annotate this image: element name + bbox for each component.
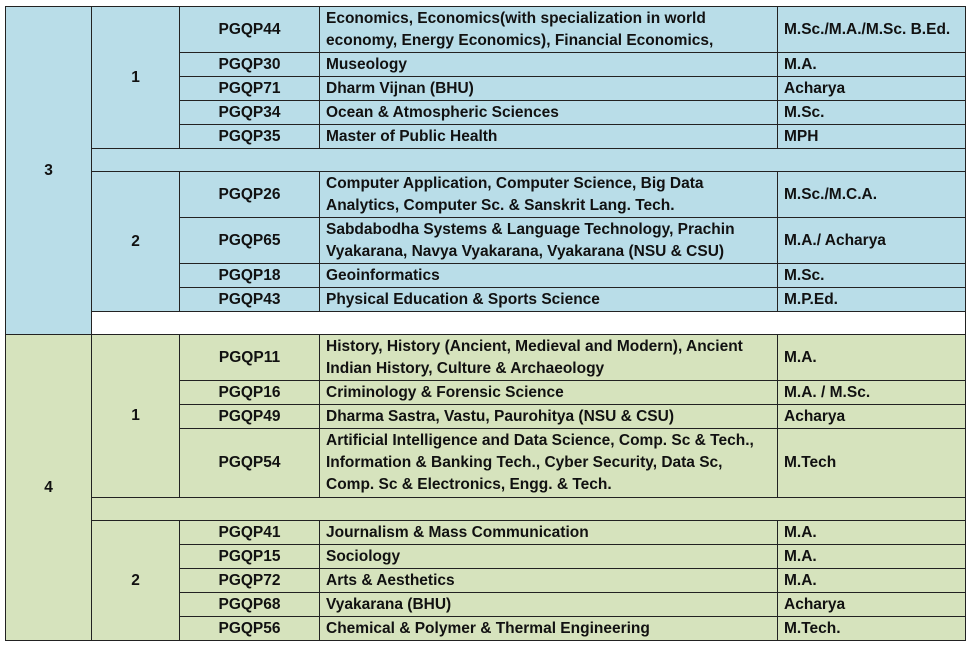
spacer-cell xyxy=(92,149,966,172)
subject-name: Criminology & Forensic Science xyxy=(320,381,778,405)
degree-name: M.Tech xyxy=(778,429,966,498)
degree-name: Acharya xyxy=(778,77,966,101)
paper-code: PGQP54 xyxy=(180,429,320,498)
degree-name: M.Tech. xyxy=(778,617,966,641)
paper-code: PGQP44 xyxy=(180,7,320,53)
table-row xyxy=(6,172,966,218)
paper-code: PGQP49 xyxy=(180,405,320,429)
subject-name: Geoinformatics xyxy=(320,264,778,288)
paper-code: PGQP72 xyxy=(180,569,320,593)
subject-name: Dharma Sastra, Vastu, Paurohitya (NSU & CSU) xyxy=(320,405,778,429)
paper-code: PGQP41 xyxy=(180,521,320,545)
subject-name: Master of Public Health xyxy=(320,125,778,149)
subject-name: Ocean & Atmospheric Sciences xyxy=(320,101,778,125)
paper-code: PGQP35 xyxy=(180,125,320,149)
subject-name: Journalism & Mass Communication xyxy=(320,521,778,545)
subject-name: History, History (Ancient, Medieval and Modern), Ancient Indian History, Culture & Archaeology xyxy=(320,335,778,381)
degree-name: M.A. xyxy=(778,53,966,77)
paper-code: PGQP15 xyxy=(180,545,320,569)
subject-name: Physical Education & Sports Science xyxy=(320,288,778,312)
table-row xyxy=(6,521,966,545)
subgroup-number: 2 xyxy=(92,172,180,312)
paper-code: PGQP30 xyxy=(180,53,320,77)
degree-name: M.A. xyxy=(778,521,966,545)
degree-name: M.P.Ed. xyxy=(778,288,966,312)
group-number: 4 xyxy=(6,335,92,641)
degree-name: Acharya xyxy=(778,405,966,429)
paper-code: PGQP16 xyxy=(180,381,320,405)
degree-name: M.A. xyxy=(778,545,966,569)
subject-name: Arts & Aesthetics xyxy=(320,569,778,593)
paper-code: PGQP18 xyxy=(180,264,320,288)
degree-name: M.Sc./M.C.A. xyxy=(778,172,966,218)
paper-code: PGQP71 xyxy=(180,77,320,101)
degree-name: M.A./ Acharya xyxy=(778,218,966,264)
degree-name: MPH xyxy=(778,125,966,149)
subject-name: Sabdabodha Systems & Language Technology, Prachin Vyakarana, Navya Vyakarana, Vyakarana (NSU & CSU) xyxy=(320,218,778,264)
paper-code: PGQP56 xyxy=(180,617,320,641)
table-row xyxy=(6,335,966,381)
subject-name: Economics, Economics(with specialization in world economy, Energy Economics), Financial Economics, xyxy=(320,7,778,53)
degree-name: Acharya xyxy=(778,593,966,617)
subject-name: Dharm Vijnan (BHU) xyxy=(320,77,778,101)
subject-name: Museology xyxy=(320,53,778,77)
spacer-cell xyxy=(92,498,966,521)
paper-code: PGQP65 xyxy=(180,218,320,264)
subject-name: Sociology xyxy=(320,545,778,569)
paper-code: PGQP26 xyxy=(180,172,320,218)
paper-code: PGQP68 xyxy=(180,593,320,617)
group-number: 3 xyxy=(6,7,92,335)
degree-name: M.A. xyxy=(778,569,966,593)
spacer-row xyxy=(6,498,966,521)
separator-row xyxy=(6,312,966,335)
subgroup-number: 2 xyxy=(92,521,180,641)
spacer-row xyxy=(6,149,966,172)
degree-name: M.Sc./M.A./M.Sc. B.Ed. xyxy=(778,7,966,53)
subgroup-number: 1 xyxy=(92,335,180,498)
paper-code: PGQP43 xyxy=(180,288,320,312)
table-row xyxy=(6,7,966,53)
subject-name: Vyakarana (BHU) xyxy=(320,593,778,617)
degree-name: M.Sc. xyxy=(778,264,966,288)
subject-name: Artificial Intelligence and Data Science, Comp. Sc & Tech., Information & Banking Tech., Cyber Security, Data Sc, Comp. Sc & Electronics, Engg. & Tech. xyxy=(320,429,778,498)
degree-name: M.Sc. xyxy=(778,101,966,125)
subgroup-number: 1 xyxy=(92,7,180,149)
paper-code: PGQP11 xyxy=(180,335,320,381)
programme-table xyxy=(5,6,966,641)
subject-name: Computer Application, Computer Science, Big Data Analytics, Computer Sc. & Sanskrit Lang. Tech. xyxy=(320,172,778,218)
paper-code: PGQP34 xyxy=(180,101,320,125)
degree-name: M.A. xyxy=(778,335,966,381)
degree-name: M.A. / M.Sc. xyxy=(778,381,966,405)
subject-name: Chemical & Polymer & Thermal Engineering xyxy=(320,617,778,641)
separator-cell xyxy=(92,312,966,335)
